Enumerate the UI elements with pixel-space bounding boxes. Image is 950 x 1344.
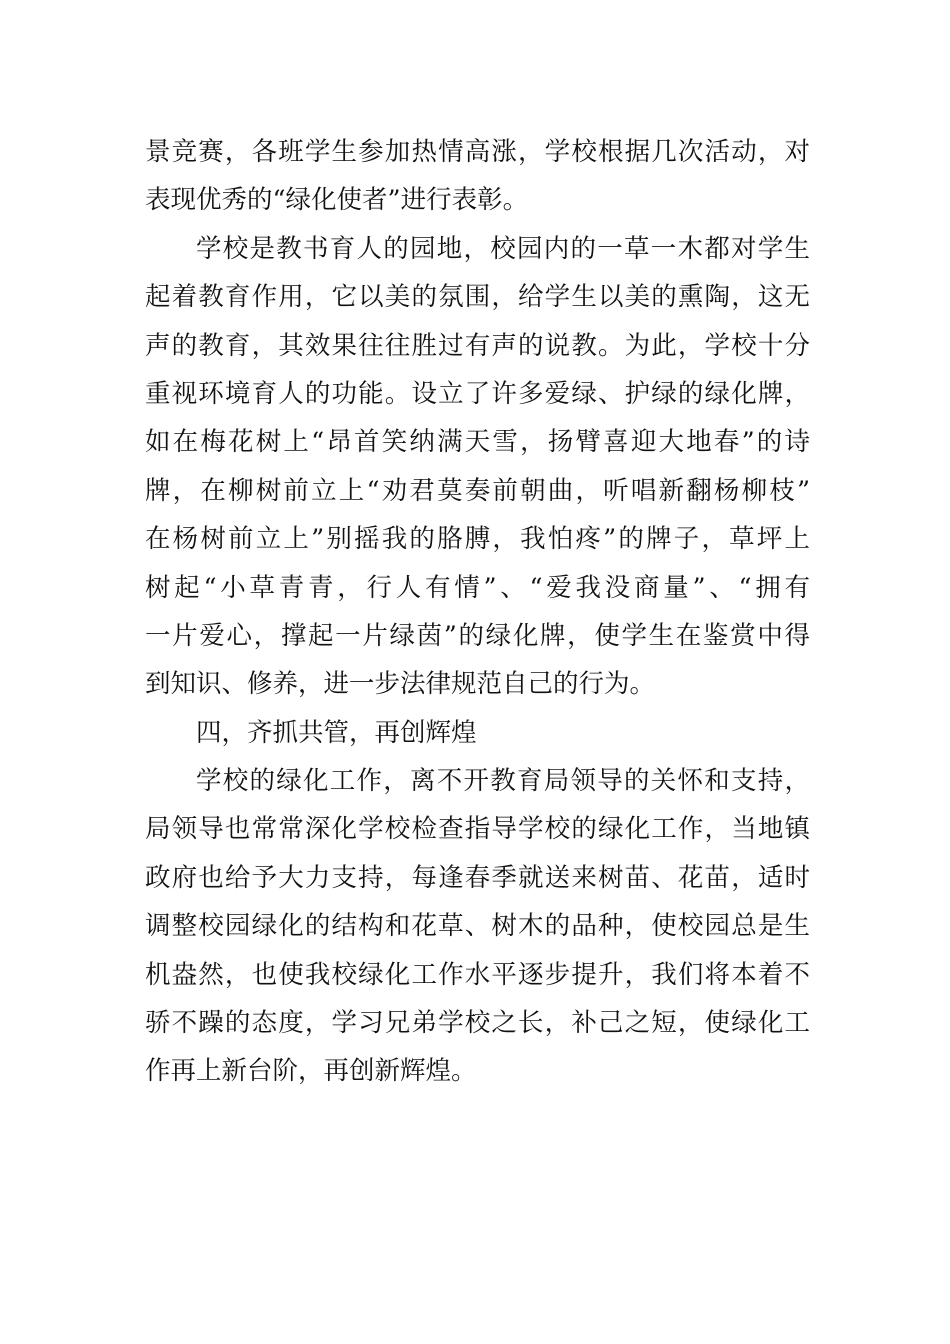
section-heading-text: 四，齐抓共管，再创辉煌 <box>196 717 477 748</box>
text-line: 牌，在柳树前立上“劝君莫奏前朝曲，听唱新翻杨柳枝” <box>145 475 810 506</box>
section-heading <box>145 709 810 757</box>
text-line: 如在梅花树上“昂首笑纳满天雪，扬臂喜迎大地春”的诗 <box>145 427 810 458</box>
text-line: 机盎然，也使我校绿化工作水平逐步提升，我们将本着不 <box>145 959 810 990</box>
text-line: 政府也给予大力支持，每逢春季就送来树苗、花苗，适时 <box>145 862 810 893</box>
text-line: 树起“小草青青，行人有情”、“爱我没商量”、“拥有 <box>145 572 810 603</box>
text-line: 学校是教书育人的园地，校园内的一草一木都对学生 <box>196 233 810 264</box>
text-line: 调整校园绿化的结构和花草、树木的品种，使校园总是生 <box>145 911 810 942</box>
text-line: 声的教育，其效果往往胜过有声的说教。为此，学校十分 <box>145 330 810 361</box>
paragraph-1 <box>145 128 810 225</box>
text-line: 作再上新台阶，再创新辉煌。 <box>145 1056 477 1087</box>
text-line: 起着教育作用，它以美的氛围，给学生以美的熏陶，这无 <box>145 282 810 313</box>
text-line: 骄不躁的态度，学习兄弟学校之长，补己之短，使绿化工 <box>145 1008 810 1039</box>
document-body <box>145 128 810 1096</box>
text-line: 学校的绿化工作，离不开教育局领导的关怀和支持， <box>196 766 810 797</box>
text-line: 局领导也常常深化学校检查指导学校的绿化工作，当地镇 <box>145 814 810 845</box>
text-line: 重视环境育人的功能。设立了许多爱绿、护绿的绿化牌， <box>145 378 810 409</box>
text-line: 表现优秀的“绿化使者”进行表彰。 <box>145 185 529 216</box>
text-line: 一片爱心，撑起一片绿茵”的绿化牌，使学生在鉴赏中得 <box>145 620 810 651</box>
text-line: 到知识、修养，进一步法律规范自己的行为。 <box>145 669 656 700</box>
text-line: 在杨树前立上”别摇我的胳膊，我怕疼”的牌子，草坪上 <box>145 524 810 555</box>
paragraph-2 <box>145 225 810 709</box>
text-line: 景竞赛，各班学生参加热情高涨，学校根据几次活动，对 <box>145 137 810 167</box>
paragraph-3 <box>145 757 810 1096</box>
